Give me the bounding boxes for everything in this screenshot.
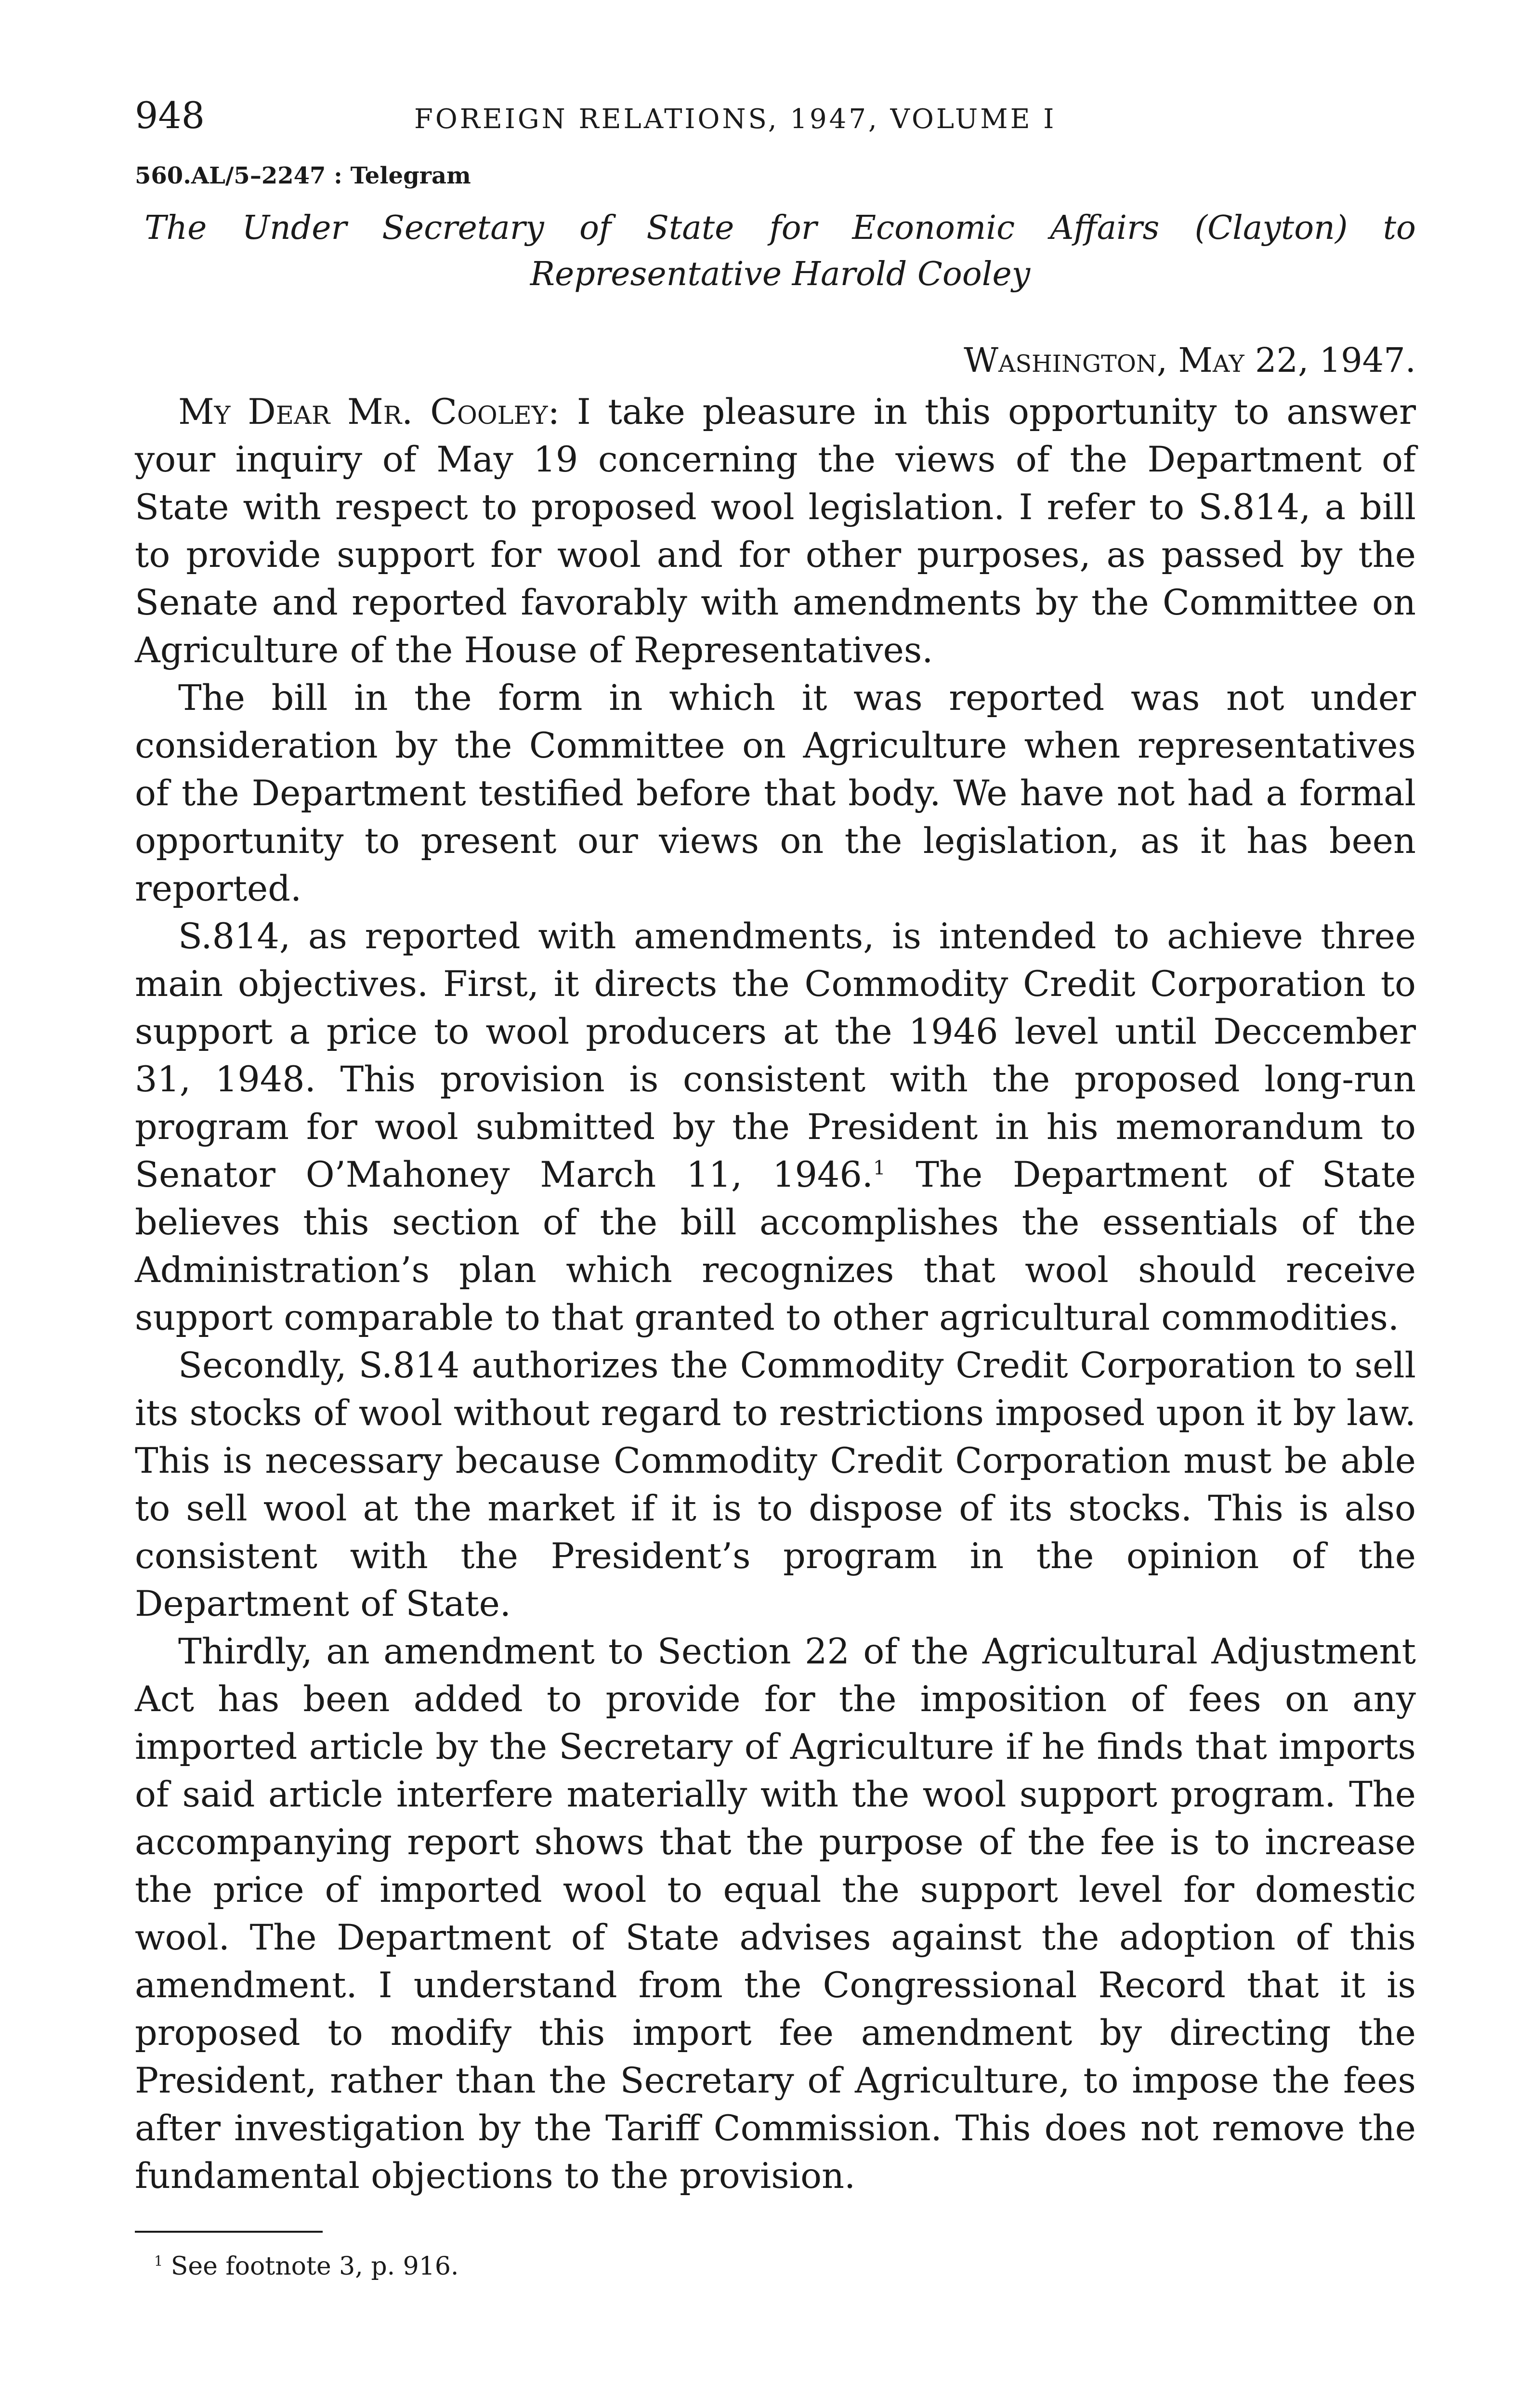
salutation: My Dear Mr. Cooley: — [178, 392, 560, 432]
page-number: 948 — [135, 94, 205, 137]
dateline: Washington, May 22, 1947. — [964, 340, 1416, 380]
paragraph-1 — [135, 388, 1416, 674]
paragraph-1-text: I take pleasure in this opportunity to answer your inquiry of May 19 concerning the views of the Department of State with respect to proposed wool legislation. I refer to S.814, a bill to provide support for wool and for other purposes, as passed by the Senate and reported favorably with amendments by the Committee on Agriculture of the House of Representatives. — [135, 392, 1416, 671]
title-line-1: The Under Secretary of State for Economic Affairs (Clayton) to — [144, 209, 1416, 247]
paragraph-3-text-b: The Department of State believes this section of the bill accomplishes the essentials of the Administration’s plan which recognizes that wool should receive support comparable to that granted to other agricultural commodities. — [135, 1154, 1416, 1338]
document-page — [135, 92, 1416, 2286]
footnote-reference[interactable]: 1 — [873, 1157, 886, 1179]
footnote-text: See footnote 3, p. 916. — [163, 2252, 459, 2281]
paragraph-3 — [135, 913, 1416, 1342]
letter-body — [135, 388, 1416, 2200]
paragraph-2: The bill in the form in which it was reported was not under consideration by the Committee on Agriculture when representatives of the Department testified before that body. We have not had a formal opportunity to present our views on the legislation, as it has been reported. — [135, 678, 1416, 909]
paragraph-5: Thirdly, an amendment to Section 22 of the Agricultural Adjustment Act has been added to provide for the imposition of fees on any imported article by the Secretary of Agriculture if he finds that imports of said article interfere materially with the wool support program. The accompanying report shows that the purpose of the fee is to increase the price of imported wool to equal the support level for domestic wool. The Department of State advises against the adoption of this amendment. I understand from the Congressional Record that it is proposed to modify this import fee amendment by directing the President, rather than the Secretary of Agriculture, to impose the fees after investigation by the Tariff Commission. This does not remove the fundamental objections to the provision. — [135, 1631, 1416, 2197]
book-title: FOREIGN RELATIONS, 1947, VOLUME I — [414, 104, 1057, 135]
footnote-divider — [135, 2231, 323, 2233]
document-title — [135, 205, 1416, 298]
file-reference: 560.AL/5–2247 : Telegram — [135, 162, 471, 189]
paragraph-3-text-a: S.814, as reported with amendments, is intended to achieve three main objectives. First, it directs the Commodity Credit Corporation to support a price to wool producers at the 1946 level until Deccember 31, 1948. This provision is consistent with the proposed long-run program for wool submitted by the President in his memorandum to Senator O’Mahoney March 11, 1946. — [135, 916, 1416, 1195]
paragraph-4: Secondly, S.814 authorizes the Commodity Credit Corporation to sell its stocks of wool without regard to restrictions imposed upon it by law. This is necessary because Commodity Credit Corporation must be able to sell wool at the market if it is to dispose of its stocks. This is also consistent with the President’s program in the opinion of the Department of State. — [135, 1345, 1416, 1624]
title-line-2: Representative Harold Cooley — [530, 255, 1031, 293]
running-head — [135, 92, 1416, 140]
footnote-marker: 1 — [154, 2252, 163, 2269]
footnote — [135, 2247, 1416, 2286]
